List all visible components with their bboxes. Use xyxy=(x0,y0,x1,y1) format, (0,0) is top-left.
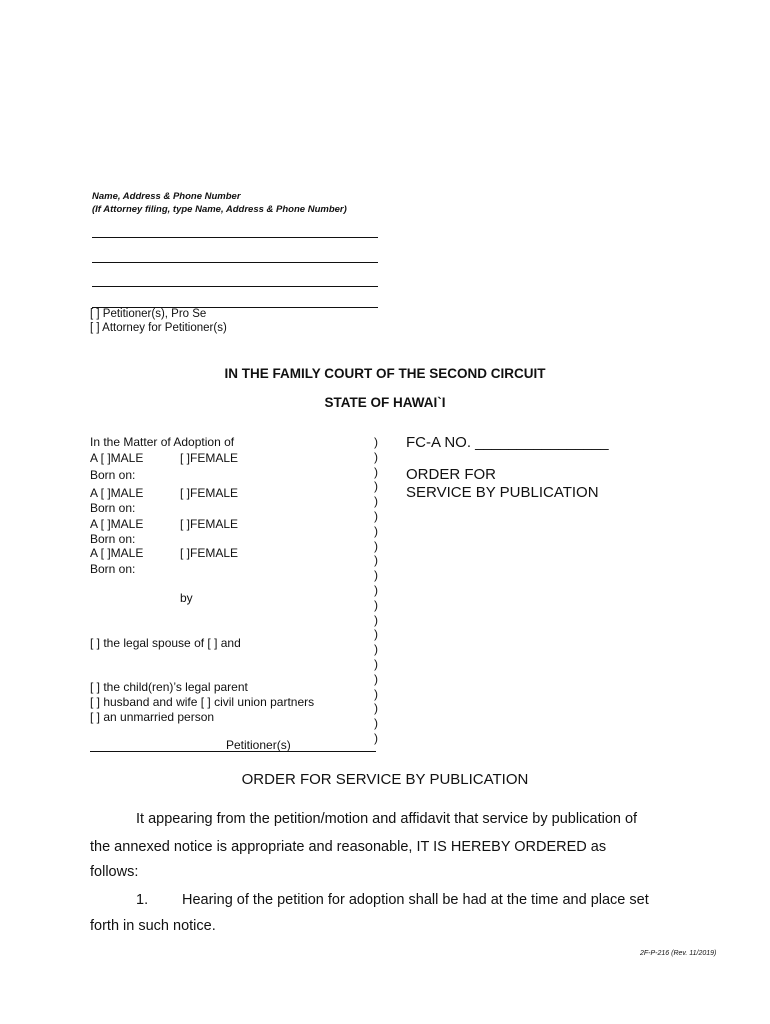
child-1-born: Born on: xyxy=(90,468,136,482)
child-2-female[interactable]: [ ]FEMALE xyxy=(180,486,239,500)
legal-parent-option[interactable]: [ ] the child(ren)’s legal parent xyxy=(90,680,248,694)
caption-paren: ) xyxy=(374,568,378,583)
caption-paren: ) xyxy=(374,464,378,479)
address-line-1[interactable] xyxy=(92,237,378,238)
child-4-born: Born on: xyxy=(90,562,136,576)
caption-paren: ) xyxy=(374,479,378,494)
paragraph-1-line-3: follows: xyxy=(90,864,139,880)
court-name: IN THE FAMILY COURT OF THE SECOND CIRCUIT xyxy=(224,366,546,381)
caption-paren: ) xyxy=(374,597,378,612)
order-title: ORDER FOR SERVICE BY PUBLICATION xyxy=(241,771,529,788)
child-3-male[interactable]: A [ ]MALE xyxy=(90,517,144,531)
child-2-born: Born on: xyxy=(90,501,136,515)
caption-paren: ) xyxy=(374,553,378,568)
caption-paren: ) xyxy=(374,494,378,509)
caption-paren: ) xyxy=(374,435,378,449)
caption-paren: ) xyxy=(374,449,378,464)
caption-paren: ) xyxy=(374,731,378,745)
child-3-female[interactable]: [ ]FEMALE xyxy=(180,517,239,531)
caption-paren: ) xyxy=(374,523,378,538)
child-4-female[interactable]: [ ]FEMALE xyxy=(180,546,239,560)
case-title-line-1: ORDER FOR xyxy=(406,466,496,483)
caption-paren: ) xyxy=(374,642,378,657)
address-line-3[interactable] xyxy=(92,286,378,287)
court-state: STATE OF HAWAI`I xyxy=(324,395,446,410)
caption-paren: ) xyxy=(374,657,378,671)
item-1-number: 1. xyxy=(136,892,149,908)
paragraph-1-line-2: the annexed notice is appropriate and reasonable, IT IS HEREBY ORDERED as xyxy=(90,839,607,855)
child-3-born: Born on: xyxy=(90,532,136,546)
legal-spouse-option[interactable]: [ ] the legal spouse of [ ] and xyxy=(90,636,241,650)
header-name-address: Name, Address & Phone Number xyxy=(92,191,241,202)
attorney-checkbox[interactable]: [ ] Attorney for Petitioner(s) xyxy=(90,322,227,334)
item-1-line-1: Hearing of the petition for adoption shall be had at the time and place set xyxy=(182,892,649,908)
child-2-male[interactable]: A [ ]MALE xyxy=(90,486,144,500)
child-1-female[interactable]: [ ]FEMALE xyxy=(180,451,239,465)
caption-paren: ) xyxy=(374,671,378,686)
caption-paren: ) xyxy=(374,716,378,731)
address-line-2[interactable] xyxy=(92,262,378,263)
case-number[interactable]: FC-A NO. ________________ xyxy=(406,434,609,451)
case-title-line-2: SERVICE BY PUBLICATION xyxy=(406,484,599,501)
child-4-male[interactable]: A [ ]MALE xyxy=(90,546,144,560)
paragraph-1-line-1: It appearing from the petition/motion and affidavit that service by publication of xyxy=(136,811,638,827)
matter-label: In the Matter of Adoption of xyxy=(90,435,235,449)
caption-paren: ) xyxy=(374,583,378,597)
petitioners-label: Petitioner(s) xyxy=(226,738,291,752)
pro-se-checkbox[interactable]: [ ] Petitioner(s), Pro Se xyxy=(90,308,207,320)
husband-wife-option[interactable]: [ ] husband and wife [ ] civil union partners xyxy=(90,695,315,709)
header-attorney-note: (If Attorney filing, type Name, Address & Phone Number) xyxy=(92,204,347,215)
caption-paren: ) xyxy=(374,509,378,523)
item-1-line-2: forth in such notice. xyxy=(90,918,216,934)
caption-paren: ) xyxy=(374,686,378,701)
unmarried-option[interactable]: [ ] an unmarried person xyxy=(90,710,215,724)
form-number: 2F-P-216 (Rev. 11/2019) xyxy=(640,950,717,957)
by-label: by xyxy=(180,591,193,605)
caption-paren: ) xyxy=(374,538,378,553)
caption-paren: ) xyxy=(374,612,378,627)
caption-paren: ) xyxy=(374,627,378,642)
caption-paren: ) xyxy=(374,701,378,716)
child-1-male[interactable]: A [ ]MALE xyxy=(90,451,144,465)
